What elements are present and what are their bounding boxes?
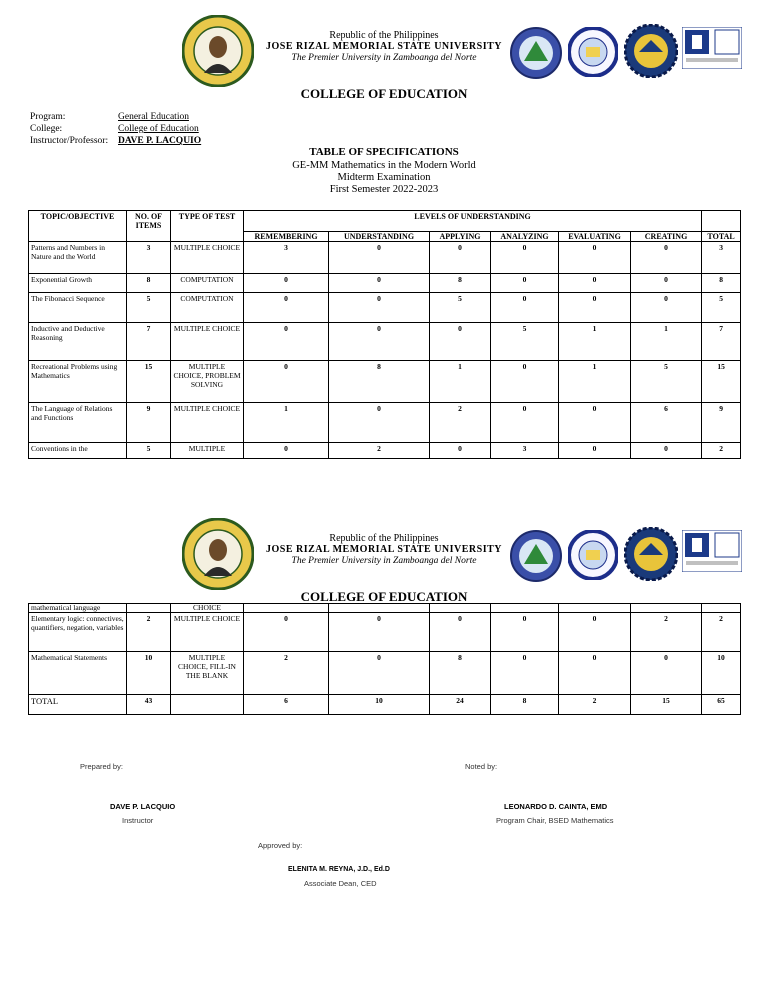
college-value: College of Education bbox=[118, 124, 199, 134]
understanding-cell: 0 bbox=[329, 274, 430, 293]
college-of-education-seal bbox=[568, 530, 618, 580]
creating-cell: 6 bbox=[631, 403, 702, 443]
creating-cell: 0 bbox=[631, 242, 702, 274]
program-label: Program: bbox=[30, 112, 66, 122]
items-cell: 10 bbox=[127, 652, 171, 695]
noted-by-label: Noted by: bbox=[465, 762, 498, 771]
items-cell: 15 bbox=[127, 361, 171, 403]
table-row bbox=[29, 613, 741, 652]
header-republic: Republic of the Philippines bbox=[329, 30, 439, 41]
remembering-cell: 0 bbox=[244, 443, 329, 459]
college-title-1: COLLEGE OF EDUCATION bbox=[300, 86, 468, 101]
type-cell: MULTIPLE CHOICE bbox=[171, 613, 244, 652]
aaccup-seal bbox=[624, 24, 678, 78]
creating-cell: 0 bbox=[631, 652, 702, 695]
creating-cell: 2 bbox=[631, 613, 702, 652]
analyzing-cell: 0 bbox=[491, 361, 559, 403]
table-row bbox=[29, 293, 741, 323]
total-header-blank bbox=[702, 211, 741, 232]
header-tagline: The Premier University in Zamboanga del Norte bbox=[291, 556, 477, 566]
iso-certification-logo bbox=[682, 530, 742, 572]
table-row bbox=[29, 323, 741, 361]
tos-table-part-1 bbox=[28, 210, 741, 459]
header-tagline: The Premier University in Zamboanga del Norte bbox=[291, 53, 477, 63]
total-cell: 8 bbox=[702, 274, 741, 293]
table-row bbox=[29, 604, 741, 613]
type-cell: COMPUTATION bbox=[171, 293, 244, 323]
applying-cell: 0 bbox=[430, 242, 491, 274]
total-cell: 65 bbox=[702, 695, 741, 715]
approved-by-label: Approved by: bbox=[258, 841, 303, 850]
university-seal bbox=[510, 27, 562, 79]
topic-cell: Inductive and Deductive Reasoning bbox=[29, 323, 127, 361]
tos-exam: Midterm Examination bbox=[337, 172, 431, 183]
evaluating-cell: 2 bbox=[559, 695, 631, 715]
evaluating-cell: 0 bbox=[559, 613, 631, 652]
applying-cell: 8 bbox=[430, 274, 491, 293]
program-row bbox=[30, 112, 189, 122]
remembering-header: REMEMBERING bbox=[244, 232, 329, 242]
total-cell: 5 bbox=[702, 293, 741, 323]
understanding-header: UNDERSTANDING bbox=[329, 232, 430, 242]
remembering-cell: 0 bbox=[244, 293, 329, 323]
items-cell: 43 bbox=[127, 695, 171, 715]
topic-cell: Exponential Growth bbox=[29, 274, 127, 293]
table-row bbox=[29, 403, 741, 443]
total-cell: 2 bbox=[702, 613, 741, 652]
analyzing-cell: 0 bbox=[491, 293, 559, 323]
creating-cell: 15 bbox=[631, 695, 702, 715]
total-cell: 9 bbox=[702, 403, 741, 443]
evaluating-cell: 1 bbox=[559, 361, 631, 403]
understanding-cell: 0 bbox=[329, 323, 430, 361]
items-cell: 3 bbox=[127, 242, 171, 274]
header-republic: Republic of the Philippines bbox=[329, 533, 439, 544]
table-header-row bbox=[29, 211, 741, 232]
analyzing-cell: 3 bbox=[491, 443, 559, 459]
analyzing-cell: 0 bbox=[491, 242, 559, 274]
creating-header: CREATING bbox=[631, 232, 702, 242]
table-row bbox=[29, 695, 741, 715]
table-row bbox=[29, 274, 741, 293]
understanding-cell: 0 bbox=[329, 652, 430, 695]
creating-cell: 0 bbox=[631, 293, 702, 323]
analyzing-cell: 0 bbox=[491, 403, 559, 443]
creating-cell: 5 bbox=[631, 361, 702, 403]
evaluating-cell: 1 bbox=[559, 323, 631, 361]
topic-cell: The Fibonacci Sequence bbox=[29, 293, 127, 323]
applying-header: APPLYING bbox=[430, 232, 491, 242]
total-header: TOTAL bbox=[702, 232, 741, 242]
tos-table-part-2 bbox=[28, 603, 741, 715]
evaluating-cell: 0 bbox=[559, 443, 631, 459]
topic-cell: Recreational Problems using Mathematics bbox=[29, 361, 127, 403]
college-row bbox=[30, 124, 199, 134]
applying-cell: 0 bbox=[430, 323, 491, 361]
evaluating-cell: 0 bbox=[559, 274, 631, 293]
applying-cell: 1 bbox=[430, 361, 491, 403]
topic-cell: mathematical language bbox=[29, 604, 127, 613]
header-university: JOSE RIZAL MEMORIAL STATE UNIVERSITY bbox=[265, 544, 502, 555]
total-cell: 10 bbox=[702, 652, 741, 695]
applying-cell: 5 bbox=[430, 293, 491, 323]
analyzing-cell: 0 bbox=[491, 613, 559, 652]
topic-header: TOPIC/OBJECTIVE bbox=[29, 211, 127, 242]
creating-cell: 0 bbox=[631, 274, 702, 293]
prepared-by-label: Prepared by: bbox=[80, 762, 123, 771]
topic-cell: Patterns and Numbers in Nature and the World bbox=[29, 242, 127, 274]
approved-by-role: Associate Dean, CED bbox=[304, 879, 377, 888]
topic-cell: Conventions in the bbox=[29, 443, 127, 459]
tos-course: GE-MM Mathematics in the Modern World bbox=[292, 160, 476, 171]
understanding-cell: 0 bbox=[329, 613, 430, 652]
noted-by-role: Program Chair, BSED Mathematics bbox=[496, 816, 614, 825]
remembering-cell: 6 bbox=[244, 695, 329, 715]
header-university: JOSE RIZAL MEMORIAL STATE UNIVERSITY bbox=[265, 41, 502, 52]
college-title-2: COLLEGE OF EDUCATION bbox=[300, 589, 468, 604]
total-cell: 3 bbox=[702, 242, 741, 274]
table-row bbox=[29, 361, 741, 403]
noted-by-name: LEONARDO D. CAINTA, EMD bbox=[504, 802, 608, 811]
understanding-cell: 10 bbox=[329, 695, 430, 715]
creating-cell: 0 bbox=[631, 443, 702, 459]
items-cell: 2 bbox=[127, 613, 171, 652]
remembering-cell: 0 bbox=[244, 323, 329, 361]
analyzing-cell: 5 bbox=[491, 323, 559, 361]
understanding-cell: 8 bbox=[329, 361, 430, 403]
items-cell: 8 bbox=[127, 274, 171, 293]
creating-cell: 1 bbox=[631, 323, 702, 361]
table-row bbox=[29, 242, 741, 274]
items-cell: 5 bbox=[127, 443, 171, 459]
items-cell: 5 bbox=[127, 293, 171, 323]
type-cell: MULTIPLE bbox=[171, 443, 244, 459]
tos-title: TABLE OF SPECIFICATIONS bbox=[309, 146, 459, 158]
type-cell: MULTIPLE CHOICE bbox=[171, 403, 244, 443]
remembering-cell: 0 bbox=[244, 361, 329, 403]
table-row bbox=[29, 652, 741, 695]
evaluating-header: EVALUATING bbox=[559, 232, 631, 242]
total-cell: 7 bbox=[702, 323, 741, 361]
applying-cell: 24 bbox=[430, 695, 491, 715]
type-cell: MULTIPLE CHOICE, FILL-IN THE BLANK bbox=[171, 652, 244, 695]
tos-semester: First Semester 2022-2023 bbox=[329, 184, 439, 195]
levels-header: LEVELS OF UNDERSTANDING bbox=[244, 211, 702, 232]
evaluating-cell: 0 bbox=[559, 403, 631, 443]
instructor-value: DAVE P. LACQUIO bbox=[118, 136, 202, 146]
applying-cell: 8 bbox=[430, 652, 491, 695]
applying-cell: 0 bbox=[430, 613, 491, 652]
understanding-cell: 2 bbox=[329, 443, 430, 459]
remembering-cell: 0 bbox=[244, 613, 329, 652]
type-cell: COMPUTATION bbox=[171, 274, 244, 293]
prepared-by-role: Instructor bbox=[122, 816, 154, 825]
total-cell: 2 bbox=[702, 443, 741, 459]
analyzing-header: ANALYZING bbox=[491, 232, 559, 242]
evaluating-cell: 0 bbox=[559, 242, 631, 274]
items-cell: 7 bbox=[127, 323, 171, 361]
college-of-education-seal bbox=[568, 27, 618, 77]
applying-cell: 2 bbox=[430, 403, 491, 443]
applying-cell: 0 bbox=[430, 443, 491, 459]
instructor-row bbox=[30, 136, 201, 146]
university-seal bbox=[510, 530, 562, 582]
table-row bbox=[29, 443, 741, 459]
items-header: NO. OF ITEMS bbox=[127, 211, 171, 242]
analyzing-cell: 0 bbox=[491, 652, 559, 695]
type-cell: MULTIPLE CHOICE bbox=[171, 323, 244, 361]
understanding-cell: 0 bbox=[329, 293, 430, 323]
topic-cell: TOTAL bbox=[29, 695, 127, 715]
remembering-cell: 0 bbox=[244, 274, 329, 293]
prepared-by-name: DAVE P. LACQUIO bbox=[110, 802, 176, 811]
understanding-cell: 0 bbox=[329, 242, 430, 274]
remembering-cell: 1 bbox=[244, 403, 329, 443]
remembering-cell: 2 bbox=[244, 652, 329, 695]
instructor-label: Instructor/Professor: bbox=[30, 136, 109, 146]
analyzing-cell: 8 bbox=[491, 695, 559, 715]
total-cell: 15 bbox=[702, 361, 741, 403]
type-cell bbox=[171, 695, 244, 715]
understanding-cell: 0 bbox=[329, 403, 430, 443]
type-cell: MULTIPLE CHOICE bbox=[171, 242, 244, 274]
approved-by-name: ELENITA M. REYNA, J.D., Ed.D bbox=[288, 866, 390, 873]
type-header: TYPE OF TEST bbox=[171, 211, 244, 242]
evaluating-cell: 0 bbox=[559, 293, 631, 323]
evaluating-cell: 0 bbox=[559, 652, 631, 695]
iso-certification-logo bbox=[682, 27, 742, 69]
program-value: General Education bbox=[118, 112, 189, 122]
topic-cell: The Language of Relations and Functions bbox=[29, 403, 127, 443]
college-label: College: bbox=[30, 124, 63, 134]
remembering-cell: 3 bbox=[244, 242, 329, 274]
topic-cell: Mathematical Statements bbox=[29, 652, 127, 695]
type-cell: MULTIPLE CHOICE, PROBLEM SOLVING bbox=[171, 361, 244, 403]
aaccup-seal bbox=[624, 527, 678, 581]
items-cell: 9 bbox=[127, 403, 171, 443]
analyzing-cell: 0 bbox=[491, 274, 559, 293]
type-cell: CHOICE bbox=[171, 604, 244, 613]
topic-cell: Elementary logic: connectives, quantifiers, negation, variables bbox=[29, 613, 127, 652]
